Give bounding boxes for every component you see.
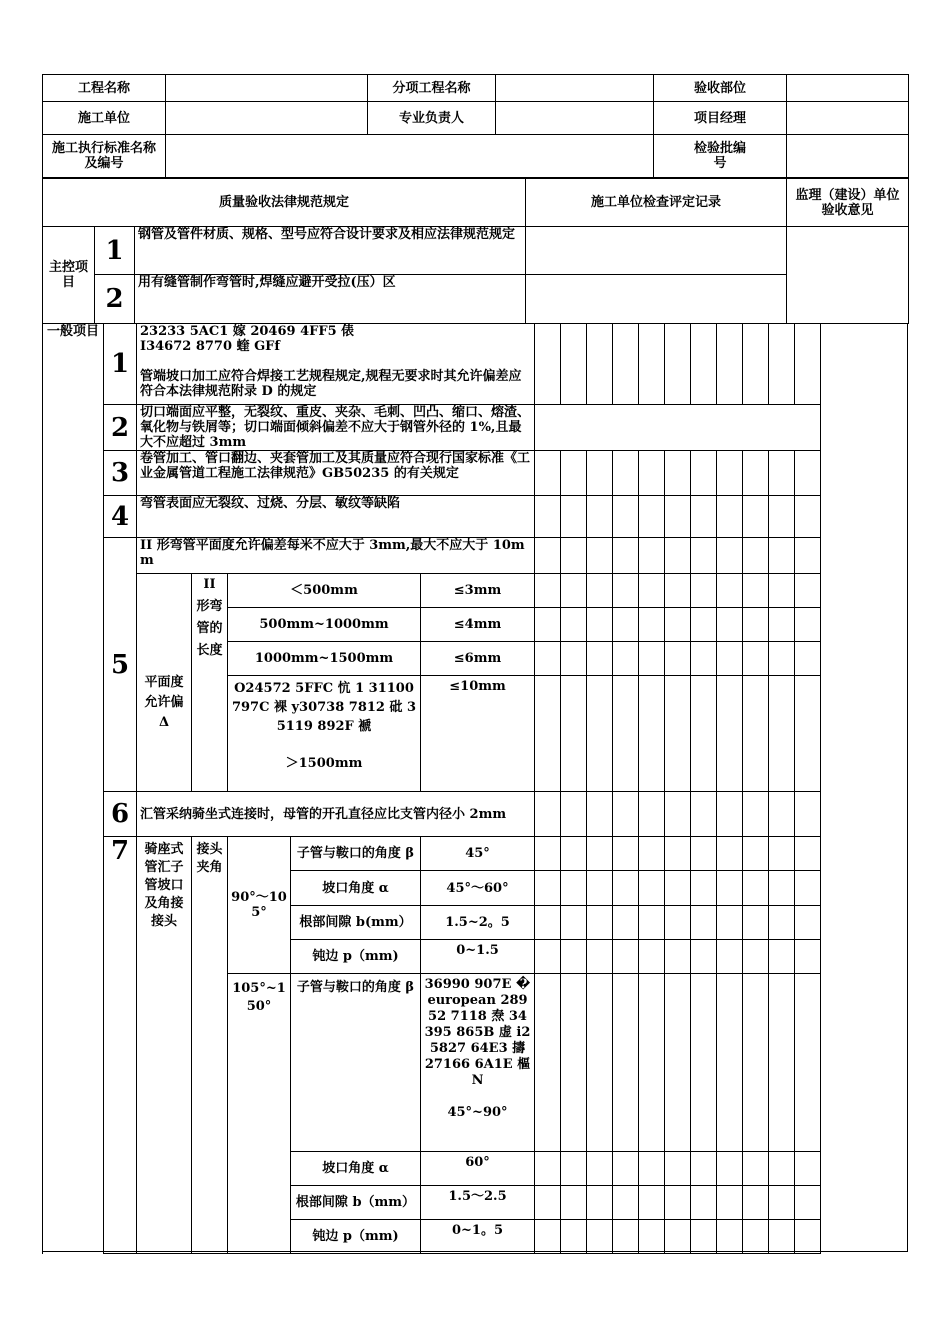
record-cell[interactable]	[691, 574, 717, 608]
record-cell[interactable]	[717, 792, 743, 837]
general-item-2-text: 切口端面应平整，无裂纹、重皮、夹杂、毛刺、凹凸、缩口、熔渣、氧化物与铁屑等；切口端面倾斜偏差不应大于钢管外径的 1%,且最大不应超过 3mm	[137, 405, 535, 451]
general-item-7-number: 7	[104, 837, 137, 1254]
record-cell[interactable]	[717, 676, 743, 792]
record-cell[interactable]	[691, 906, 717, 940]
record-cell[interactable]	[743, 324, 769, 405]
angle-group-b: 105°~150°	[228, 974, 291, 1254]
record-cell[interactable]	[717, 1186, 743, 1220]
record-cell[interactable]	[717, 324, 743, 405]
record-cell[interactable]	[717, 871, 743, 906]
record-cell[interactable]	[743, 792, 769, 837]
record-cell[interactable]	[639, 642, 665, 676]
record-cell[interactable]	[665, 496, 691, 538]
record-cell[interactable]	[717, 837, 743, 871]
record-cell[interactable]	[691, 642, 717, 676]
record-cell[interactable]	[587, 451, 613, 496]
record-cell[interactable]	[717, 906, 743, 940]
project-manager-label: 项目经理	[654, 102, 787, 135]
record-cell[interactable]	[691, 608, 717, 642]
general-item-5-number: 5	[104, 538, 137, 792]
record-cell[interactable]	[535, 871, 561, 906]
record-cell[interactable]	[535, 676, 561, 792]
record-cell[interactable]	[795, 496, 821, 538]
record-cell[interactable]	[561, 538, 587, 574]
length-range-4	[228, 676, 421, 792]
record-cell[interactable]	[795, 974, 821, 1152]
general-items-table	[42, 323, 821, 1254]
bottom-border	[42, 1251, 908, 1252]
record-cell[interactable]	[613, 608, 639, 642]
record-cell[interactable]	[535, 608, 561, 642]
record-cell[interactable]	[769, 324, 795, 405]
flatness-label: 平面度允许偏Δ	[137, 574, 192, 792]
a-row-3-value: 1.5~2。5	[421, 906, 535, 940]
record-cell[interactable]	[639, 574, 665, 608]
record-cell[interactable]	[613, 451, 639, 496]
record-cell[interactable]	[587, 324, 613, 405]
project-manager-value[interactable]	[787, 102, 909, 135]
record-cell[interactable]	[717, 451, 743, 496]
record-cell[interactable]	[795, 324, 821, 405]
record-cell[interactable]	[535, 1152, 561, 1186]
record-cell[interactable]	[665, 574, 691, 608]
saddle-joint-label: 骑座式管汇子管坡口及角接接头	[137, 837, 192, 1254]
main-item-1-record[interactable]	[526, 227, 787, 275]
record-cell[interactable]	[587, 1186, 613, 1220]
record-cell[interactable]	[613, 642, 639, 676]
record-cell[interactable]	[561, 1220, 587, 1254]
flatness-value-4: ≤10mm	[421, 676, 535, 792]
general-item-2-record[interactable]	[535, 405, 821, 451]
general-item-6-number: 6	[104, 792, 137, 837]
main-control-opinion[interactable]	[787, 227, 909, 324]
record-cell[interactable]	[613, 1152, 639, 1186]
record-cell[interactable]	[665, 906, 691, 940]
length-range-3: 1000mm~1500mm	[228, 642, 421, 676]
record-cell[interactable]	[639, 906, 665, 940]
main-item-1-number: 1	[95, 227, 135, 275]
record-cell[interactable]	[795, 608, 821, 642]
a-row-1-name: 子管与鞍口的角度 β	[291, 837, 421, 871]
record-cell[interactable]	[613, 792, 639, 837]
record-cell[interactable]	[795, 1220, 821, 1254]
general-item-1-body: 管端坡口加工应符合焊接工艺规程规定,规程无要求时其允许偏差应符合本法律规范附录 D 的规定	[140, 369, 522, 399]
record-cell[interactable]	[535, 642, 561, 676]
b-row-1-name: 子管与鞍口的角度 β	[291, 974, 421, 1152]
acceptance-part-label: 验收部位	[654, 75, 787, 102]
record-cell[interactable]	[613, 1186, 639, 1220]
record-cell[interactable]	[561, 974, 587, 1152]
record-cell[interactable]	[743, 1220, 769, 1254]
record-cell[interactable]	[639, 974, 665, 1152]
record-cell[interactable]	[691, 496, 717, 538]
record-cell[interactable]	[535, 324, 561, 405]
record-cell[interactable]	[665, 642, 691, 676]
record-cell[interactable]	[691, 1152, 717, 1186]
main-item-1-text: 钢管及管件材质、规格、型号应符合设计要求及相应法律规范规定	[135, 227, 526, 275]
b-row-4-value: 0~1。5	[421, 1220, 535, 1254]
record-cell[interactable]	[639, 1186, 665, 1220]
standard-label: 施工执行标准名称及编号	[43, 135, 166, 178]
length-range-4-label: ＞1500mm	[285, 756, 363, 771]
record-cell[interactable]	[665, 608, 691, 642]
record-cell[interactable]	[587, 642, 613, 676]
record-cell[interactable]	[769, 642, 795, 676]
record-cell[interactable]	[743, 451, 769, 496]
length-range-1: ＜500mm	[228, 574, 421, 608]
general-item-4-text: 弯管表面应无裂纹、过烧、分层、敏纹等缺陷	[137, 496, 535, 538]
record-cell[interactable]	[743, 974, 769, 1152]
record-cell[interactable]	[613, 906, 639, 940]
record-cell[interactable]	[769, 871, 795, 906]
record-cell[interactable]	[691, 538, 717, 574]
record-cell[interactable]	[691, 837, 717, 871]
record-cell[interactable]	[587, 1220, 613, 1254]
record-cell[interactable]	[717, 496, 743, 538]
record-cell[interactable]	[717, 538, 743, 574]
record-cell[interactable]	[613, 837, 639, 871]
record-cell[interactable]	[639, 1220, 665, 1254]
record-cell[interactable]	[717, 1220, 743, 1254]
record-cell[interactable]	[795, 792, 821, 837]
record-cell[interactable]	[665, 1186, 691, 1220]
record-cell[interactable]	[639, 538, 665, 574]
record-cell[interactable]	[691, 676, 717, 792]
record-cell[interactable]	[613, 324, 639, 405]
record-cell[interactable]	[665, 1220, 691, 1254]
record-cell[interactable]	[561, 496, 587, 538]
flatness-value-2: ≤4mm	[421, 608, 535, 642]
record-cell[interactable]	[561, 792, 587, 837]
general-label: 一般项目	[43, 324, 104, 1254]
record-cell[interactable]	[639, 1152, 665, 1186]
record-cell[interactable]	[769, 538, 795, 574]
spec-column-header: 质量验收法律规范规定	[43, 179, 526, 227]
header-table	[42, 74, 909, 178]
record-cell[interactable]	[717, 574, 743, 608]
record-cell[interactable]	[639, 871, 665, 906]
record-cell[interactable]	[795, 837, 821, 871]
record-cell[interactable]	[639, 496, 665, 538]
record-cell[interactable]	[665, 538, 691, 574]
record-cell[interactable]	[769, 1186, 795, 1220]
record-cell[interactable]	[561, 608, 587, 642]
record-cell[interactable]	[717, 642, 743, 676]
record-cell[interactable]	[743, 871, 769, 906]
record-cell[interactable]	[613, 676, 639, 792]
record-cell[interactable]	[561, 324, 587, 405]
record-cell[interactable]	[769, 906, 795, 940]
length-range-2: 500mm~1000mm	[228, 608, 421, 642]
record-cell[interactable]	[535, 974, 561, 1152]
a-row-1-value: 45°	[421, 837, 535, 871]
record-cell[interactable]	[769, 1220, 795, 1254]
record-cell[interactable]	[561, 676, 587, 792]
record-cell[interactable]	[743, 642, 769, 676]
record-cell[interactable]	[717, 608, 743, 642]
record-cell[interactable]	[717, 1152, 743, 1186]
record-cell[interactable]	[561, 574, 587, 608]
flatness-value-3: ≤6mm	[421, 642, 535, 676]
record-cell[interactable]	[769, 792, 795, 837]
record-cell[interactable]	[613, 538, 639, 574]
record-cell[interactable]	[613, 574, 639, 608]
specialty-lead-value[interactable]	[496, 102, 654, 135]
general-item-5-text: II 形弯管平面度允许偏差每米不应大于 3mm,最大不应大于 10mm	[137, 538, 535, 574]
record-cell[interactable]	[691, 940, 717, 974]
record-cell[interactable]	[743, 574, 769, 608]
record-cell[interactable]	[561, 940, 587, 974]
length-range-4-noise: O24572 5FFC 忼 1 31100 797C 裸 y30738 7812 砒 35119 892F 褫	[231, 681, 417, 734]
record-cell[interactable]	[639, 451, 665, 496]
general-item-1-text	[137, 324, 535, 405]
record-cell[interactable]	[535, 574, 561, 608]
record-cell[interactable]	[795, 451, 821, 496]
record-cell[interactable]	[535, 906, 561, 940]
record-cell[interactable]	[691, 324, 717, 405]
record-cell[interactable]	[587, 496, 613, 538]
main-item-2-number: 2	[95, 275, 135, 324]
record-cell[interactable]	[561, 642, 587, 676]
a-row-2-name: 坡口角度 α	[291, 871, 421, 906]
record-cell[interactable]	[613, 496, 639, 538]
record-cell[interactable]	[743, 538, 769, 574]
record-cell[interactable]	[613, 871, 639, 906]
opinion-column-border	[907, 323, 908, 1252]
record-cell[interactable]	[535, 940, 561, 974]
record-cell[interactable]	[639, 676, 665, 792]
record-cell[interactable]	[665, 1152, 691, 1186]
record-cell[interactable]	[743, 1186, 769, 1220]
record-cell[interactable]	[795, 940, 821, 974]
record-cell[interactable]	[795, 642, 821, 676]
b-row-1-value-noise: 36990 907E �european 28952 7118 焘 34395 865B 虚 i25827 64E3 擣 27166 6A1E 樞 N	[424, 977, 531, 1088]
record-cell[interactable]	[743, 608, 769, 642]
record-cell[interactable]	[769, 451, 795, 496]
sub-project-value[interactable]	[496, 75, 654, 102]
a-row-2-value: 45°～60°	[421, 871, 535, 906]
record-cell[interactable]	[769, 676, 795, 792]
a-row-4-name: 钝边 p（mm)	[291, 940, 421, 974]
record-cell[interactable]	[587, 906, 613, 940]
record-cell[interactable]	[561, 906, 587, 940]
a-row-4-value: 0~1.5	[421, 940, 535, 974]
general-item-4-number: 4	[104, 496, 137, 538]
main-control-label: 主控项目	[43, 227, 95, 324]
record-cell[interactable]	[587, 538, 613, 574]
record-cell[interactable]	[691, 871, 717, 906]
supervision-column-header: 监理（建设）单位验收意见	[787, 179, 909, 227]
record-cell[interactable]	[769, 837, 795, 871]
record-cell[interactable]	[795, 574, 821, 608]
record-cell[interactable]	[613, 1220, 639, 1254]
record-cell[interactable]	[795, 1186, 821, 1220]
construction-unit-value[interactable]	[166, 102, 368, 135]
batch-label: 检验批编号	[654, 135, 787, 178]
record-cell[interactable]	[769, 496, 795, 538]
record-cell[interactable]	[665, 676, 691, 792]
record-cell[interactable]	[743, 837, 769, 871]
record-cell[interactable]	[613, 974, 639, 1152]
record-cell[interactable]	[587, 974, 613, 1152]
main-item-2-record[interactable]	[526, 275, 787, 324]
main-item-2-text: 用有缝管制作弯管时,焊缝应避开受拉(压）区	[135, 275, 526, 324]
angle-group-a: 90°～105°	[228, 837, 291, 974]
general-item-1-noise-2: I34672 8770 蝰 GFf	[140, 339, 280, 354]
record-cell[interactable]	[587, 940, 613, 974]
record-cell[interactable]	[769, 974, 795, 1152]
record-cell[interactable]	[743, 496, 769, 538]
record-cell[interactable]	[743, 676, 769, 792]
b-row-2-value: 60°	[421, 1152, 535, 1186]
record-cell[interactable]	[795, 906, 821, 940]
batch-value[interactable]	[787, 135, 909, 178]
a-row-3-name: 根部间隙 b(mm）	[291, 906, 421, 940]
record-cell[interactable]	[535, 451, 561, 496]
record-cell[interactable]	[561, 1186, 587, 1220]
record-cell[interactable]	[561, 837, 587, 871]
record-cell[interactable]	[743, 940, 769, 974]
record-cell[interactable]	[717, 974, 743, 1152]
record-cell[interactable]	[639, 792, 665, 837]
b-row-4-name: 钝边 p（mm)	[291, 1220, 421, 1254]
record-cell[interactable]	[665, 940, 691, 974]
record-cell[interactable]	[691, 974, 717, 1152]
record-cell[interactable]	[665, 451, 691, 496]
acceptance-part-value[interactable]	[787, 75, 909, 102]
record-cell[interactable]	[587, 574, 613, 608]
record-cell[interactable]	[743, 1152, 769, 1186]
main-control-table	[42, 178, 909, 324]
b-row-2-name: 坡口角度 α	[291, 1152, 421, 1186]
b-row-3-value: 1.5～2.5	[421, 1186, 535, 1220]
record-cell[interactable]	[795, 676, 821, 792]
record-cell[interactable]	[691, 1186, 717, 1220]
general-item-3-text: 卷管加工、管口翻边、夹套管加工及其质量应符合现行国家标准《工业金属管道工程施工法律规范》GB50235 的有关规定	[137, 451, 535, 496]
record-cell[interactable]	[665, 837, 691, 871]
record-cell[interactable]	[561, 1152, 587, 1186]
record-cell[interactable]	[691, 451, 717, 496]
record-cell[interactable]	[535, 496, 561, 538]
general-item-6-text: 汇管采纳骑坐式连接时，母管的开孔直径应比支管内径小 2mm	[137, 792, 535, 837]
record-cell[interactable]	[535, 837, 561, 871]
b-row-1-value	[421, 974, 535, 1152]
record-cell[interactable]	[795, 1152, 821, 1186]
record-cell[interactable]	[717, 940, 743, 974]
record-cell[interactable]	[587, 608, 613, 642]
record-cell[interactable]	[587, 676, 613, 792]
general-item-1-noise-1: 23233 5AC1 嫁 20469 4FF5 俵	[140, 324, 355, 339]
record-cell[interactable]	[743, 906, 769, 940]
record-cell[interactable]	[691, 1220, 717, 1254]
record-cell[interactable]	[769, 574, 795, 608]
record-cell[interactable]	[535, 792, 561, 837]
sub-project-label: 分项工程名称	[368, 75, 496, 102]
project-name-label: 工程名称	[43, 75, 166, 102]
general-item-1-number: 1	[104, 324, 137, 405]
record-cell[interactable]	[665, 974, 691, 1152]
b-row-3-name: 根部间隙 b（mm）	[291, 1186, 421, 1220]
record-cell[interactable]	[561, 451, 587, 496]
record-cell[interactable]	[587, 1152, 613, 1186]
record-cell[interactable]	[535, 1220, 561, 1254]
general-item-3-number: 3	[104, 451, 137, 496]
record-cell[interactable]	[665, 792, 691, 837]
record-cell[interactable]	[639, 324, 665, 405]
record-cell[interactable]	[613, 940, 639, 974]
record-cell[interactable]	[587, 792, 613, 837]
record-cell[interactable]	[769, 940, 795, 974]
record-cell[interactable]	[769, 1152, 795, 1186]
construction-unit-label: 施工单位	[43, 102, 166, 135]
record-cell[interactable]	[587, 837, 613, 871]
specialty-lead-label: 专业负责人	[368, 102, 496, 135]
record-cell[interactable]	[535, 1186, 561, 1220]
u-bend-length-label: II 形弯管的长度	[192, 574, 228, 792]
record-cell[interactable]	[795, 538, 821, 574]
record-cell[interactable]	[535, 538, 561, 574]
flatness-value-1: ≤3mm	[421, 574, 535, 608]
record-cell[interactable]	[587, 871, 613, 906]
record-cell[interactable]	[665, 871, 691, 906]
general-item-2-number: 2	[104, 405, 137, 451]
joint-angle-label: 接头夹角	[192, 837, 228, 1254]
record-cell[interactable]	[691, 792, 717, 837]
record-cell[interactable]	[769, 608, 795, 642]
project-name-value[interactable]	[166, 75, 368, 102]
b-row-1-value-label: 45°~90°	[447, 1105, 508, 1120]
record-column-header: 施工单位检查评定记录	[526, 179, 787, 227]
record-cell[interactable]	[639, 837, 665, 871]
record-cell[interactable]	[639, 608, 665, 642]
record-cell[interactable]	[561, 871, 587, 906]
record-cell[interactable]	[665, 324, 691, 405]
record-cell[interactable]	[639, 940, 665, 974]
standard-value[interactable]	[166, 135, 654, 178]
record-cell[interactable]	[795, 871, 821, 906]
